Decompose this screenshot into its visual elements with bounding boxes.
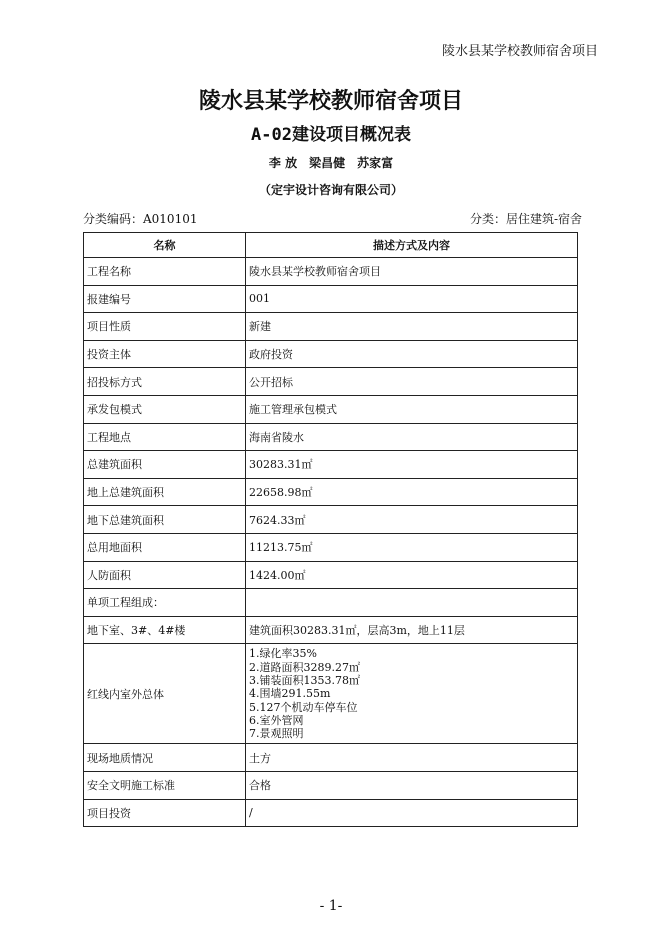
- row-label: 项目投资: [84, 799, 246, 827]
- row-label: 人防面积: [84, 561, 246, 589]
- table-row: [84, 589, 578, 617]
- row-label: 承发包模式: [84, 395, 246, 423]
- table-row: [84, 423, 578, 451]
- table-header-row: [84, 233, 578, 258]
- row-label: 单项工程组成：: [84, 589, 246, 617]
- row-label: 工程名称: [84, 258, 246, 286]
- row-label: 招投标方式: [84, 368, 246, 396]
- row-label: 报建编号: [84, 285, 246, 313]
- row-value: 新建: [246, 313, 578, 341]
- row-value: [246, 589, 578, 617]
- table-row: [84, 368, 578, 396]
- table-row: [84, 258, 578, 286]
- table-row: [84, 744, 578, 772]
- classification-code: 分类编码：A010101: [83, 212, 198, 226]
- table-row: [84, 285, 578, 313]
- running-header: 陵水县某学校教师宿舍项目: [441, 44, 598, 59]
- table-row: [84, 561, 578, 589]
- classification-category: 分类：居住建筑-宿舍: [469, 212, 582, 226]
- row-label: 总用地面积: [84, 533, 246, 561]
- row-value: 施工管理承包模式: [246, 395, 578, 423]
- column-header-name: 名称: [84, 233, 246, 258]
- table-row: [84, 395, 578, 423]
- row-value: 公开招标: [246, 368, 578, 396]
- table-row: [84, 616, 578, 644]
- table-row: [84, 533, 578, 561]
- table-row: [84, 313, 578, 341]
- row-value: 合格: [246, 771, 578, 799]
- column-header-description: 描述方式及内容: [246, 233, 578, 258]
- organization: （定宇设计咨询有限公司）: [258, 183, 403, 197]
- row-value: /: [246, 799, 578, 827]
- project-overview-table: [83, 232, 578, 827]
- row-label: 总建筑面积: [84, 451, 246, 479]
- document-title: 陵水县某学校教师宿舍项目: [198, 89, 463, 114]
- row-value: 土方: [246, 744, 578, 772]
- row-label: 现场地质情况: [84, 744, 246, 772]
- table-row: [84, 506, 578, 534]
- authors: 李 放 梁昌健 苏家富: [268, 156, 394, 170]
- row-label: 工程地点: [84, 423, 246, 451]
- row-label: 投资主体: [84, 340, 246, 368]
- row-label: 安全文明施工标准: [84, 771, 246, 799]
- document-subtitle: A-02建设项目概况表: [251, 125, 411, 145]
- page-number: - 1-: [319, 898, 343, 914]
- row-value: 001: [246, 285, 578, 313]
- table-row: [84, 771, 578, 799]
- row-value: 政府投资: [246, 340, 578, 368]
- table-row: [84, 340, 578, 368]
- table-row: [84, 451, 578, 479]
- row-label: 地上总建筑面积: [84, 478, 246, 506]
- table-row: [84, 644, 578, 744]
- row-value: 11213.75㎡: [246, 533, 578, 561]
- row-value: 1.绿化率35% 2.道路面积3289.27㎡ 3.铺装面积1353.78㎡ 4.围墙291.55m 5.127个机动车停车位 6.室外管网 7.景观照明: [246, 644, 578, 744]
- row-label: 红线内室外总体: [84, 644, 246, 744]
- row-value: 1424.00㎡: [246, 561, 578, 589]
- row-label: 地下总建筑面积: [84, 506, 246, 534]
- row-value: 建筑面积30283.31㎡，层高3m，地上11层: [246, 616, 578, 644]
- table-row: [84, 799, 578, 827]
- row-value: 30283.31㎡: [246, 451, 578, 479]
- row-label: 项目性质: [84, 313, 246, 341]
- row-value: 22658.98㎡: [246, 478, 578, 506]
- row-label: 地下室、3#、4#楼: [84, 616, 246, 644]
- row-value: 7624.33㎡: [246, 506, 578, 534]
- table-row: [84, 478, 578, 506]
- row-value: 陵水县某学校教师宿舍项目: [246, 258, 578, 286]
- row-value: 海南省陵水: [246, 423, 578, 451]
